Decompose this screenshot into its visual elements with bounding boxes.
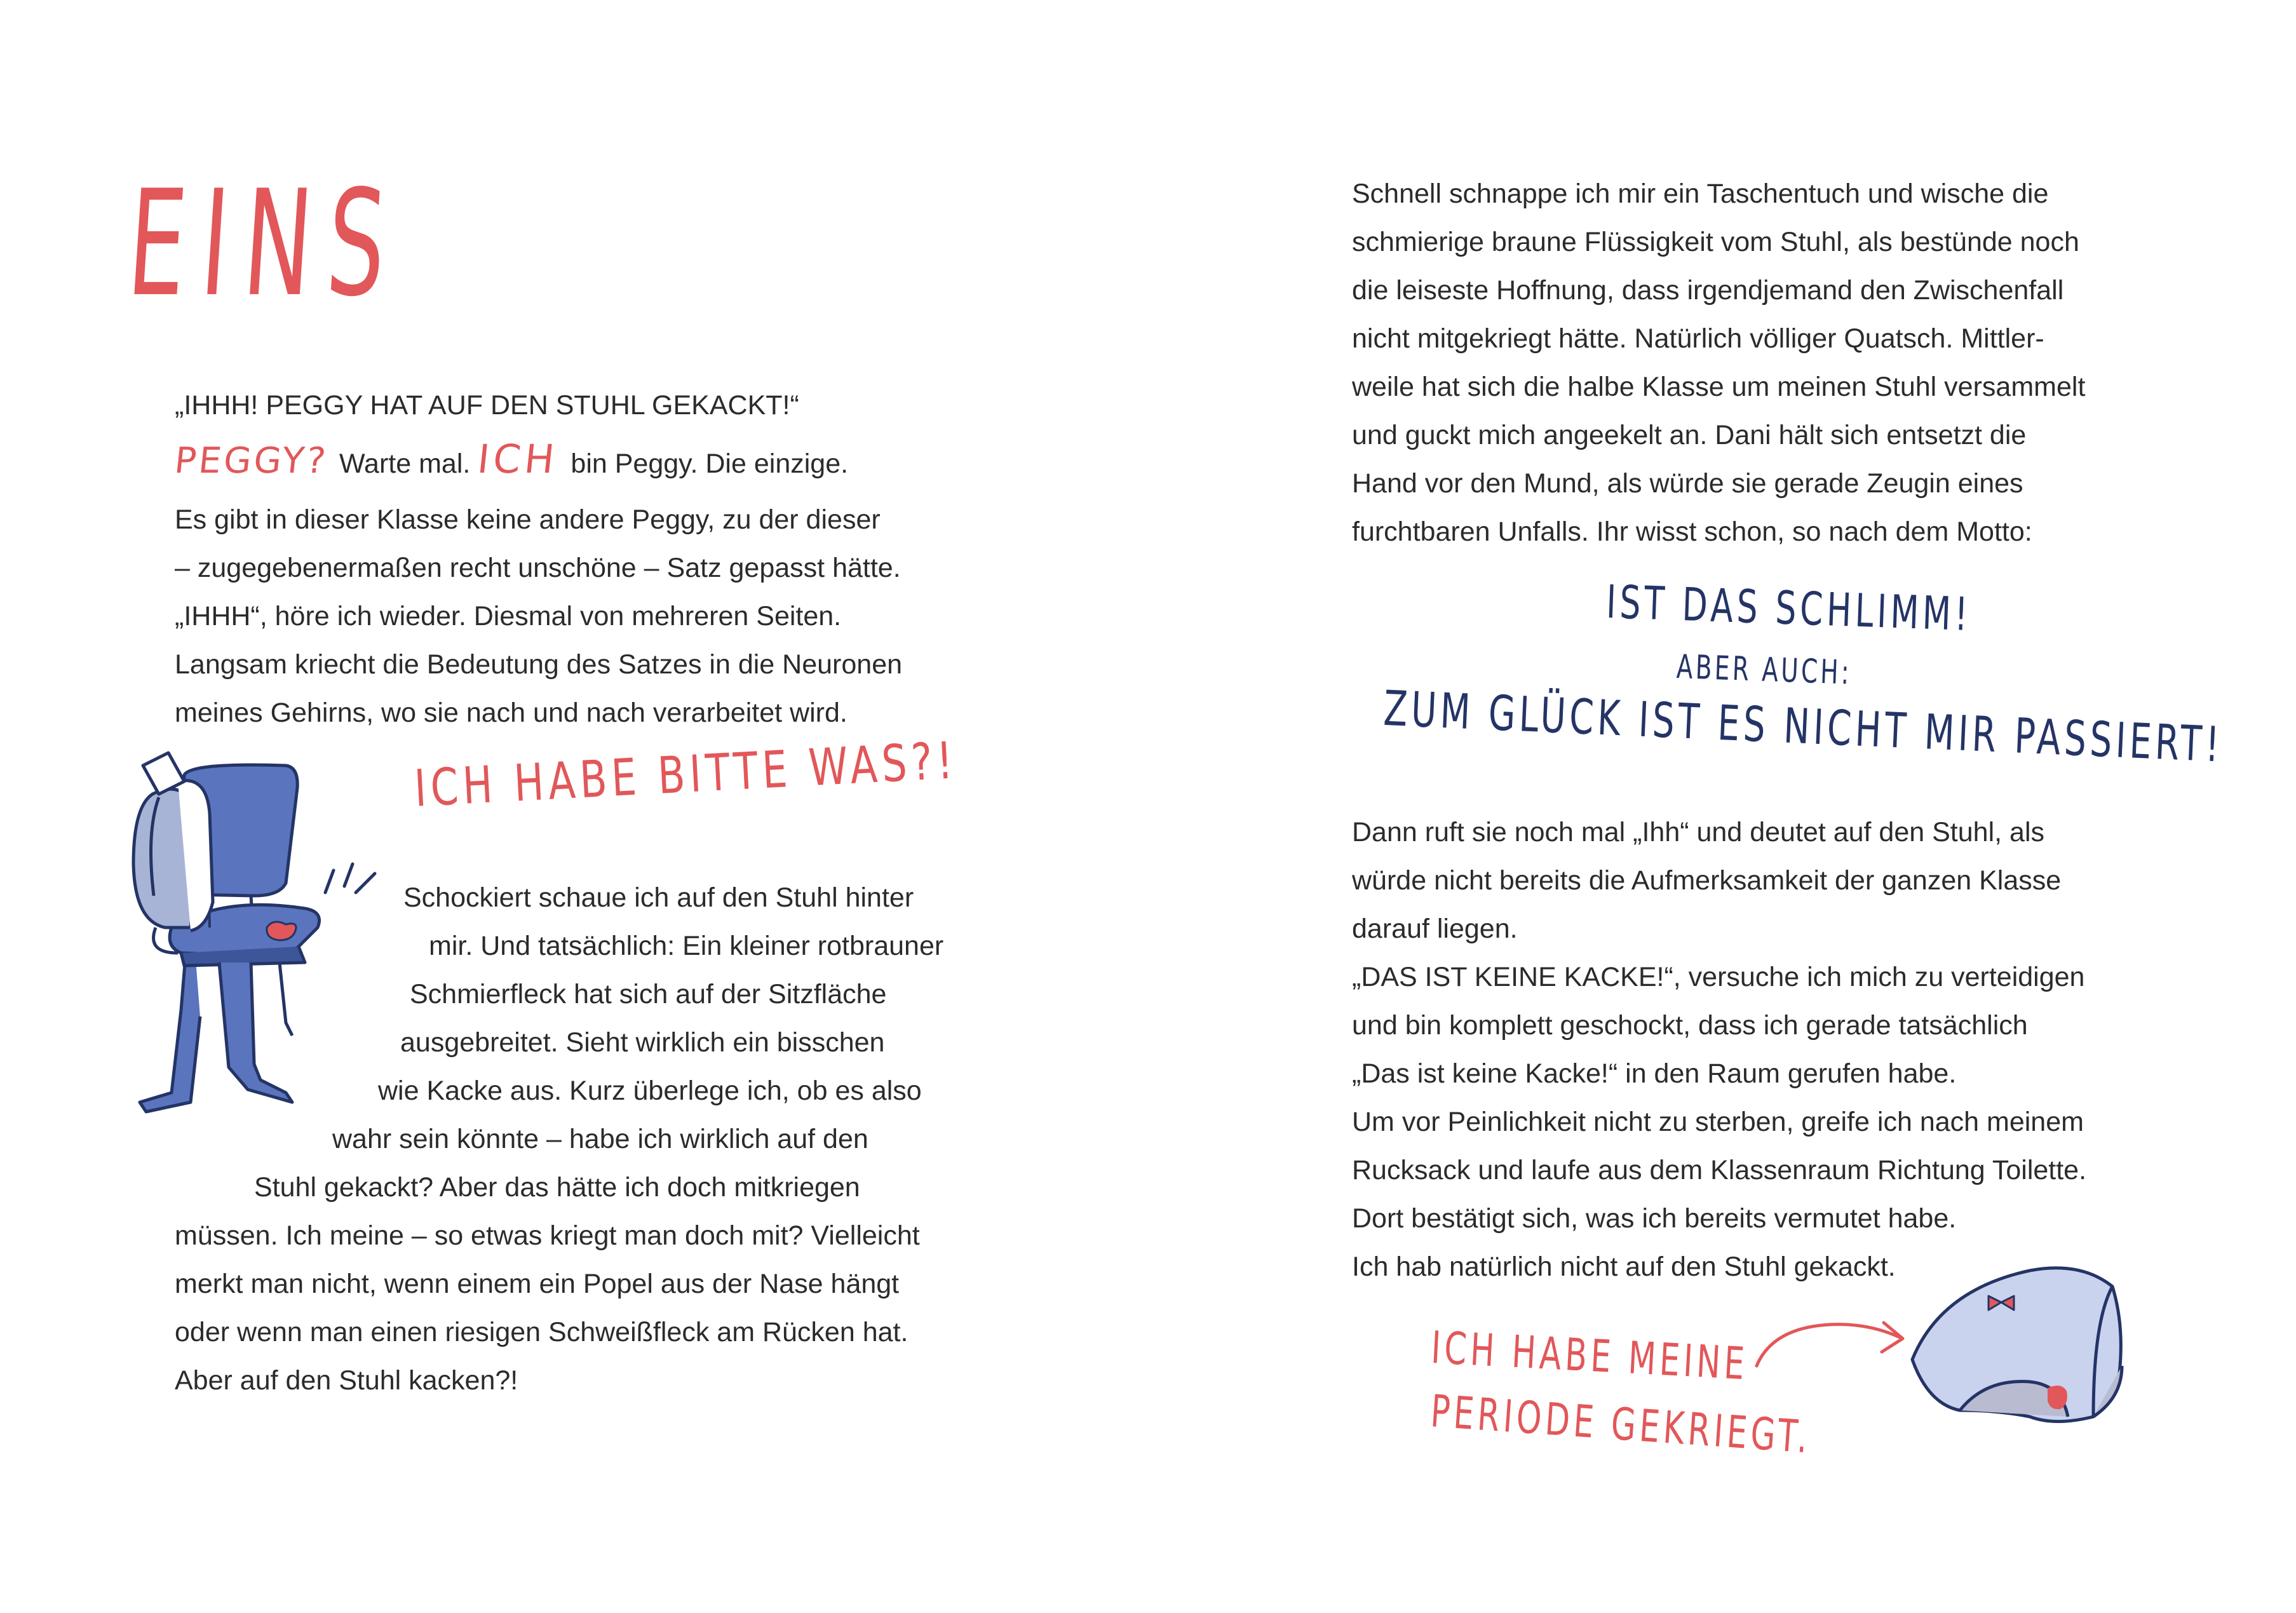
text-line: oder wenn man einen riesigen Schweißfleck am Rücken hat. xyxy=(175,1317,908,1347)
motto-line-1: IST DAS SCHLIMM! xyxy=(1605,575,1973,642)
text-line: „IHHH“, höre ich wieder. Diesmal von mehreren Seiten. xyxy=(175,601,842,631)
text-line: würde nicht bereits die Aufmerksamkeit der ganzen Klasse xyxy=(1352,865,2062,896)
text-line: meines Gehirns, wo sie nach und nach verarbeitet wird. xyxy=(175,698,847,728)
stain-mark xyxy=(2048,1386,2067,1409)
text-line: Ich hab natürlich nicht auf den Stuhl gekackt. xyxy=(1352,1252,1896,1282)
underwear-illustration xyxy=(1903,1252,2144,1442)
chapter-title: EINS xyxy=(123,159,407,329)
text-line: wie Kacke aus. Kurz überlege ich, ob es also xyxy=(378,1076,922,1106)
text-line: mir. Und tatsächlich: Ein kleiner rotbrauner xyxy=(429,931,944,961)
text-line: Rucksack und laufe aus dem Klassenraum Richtung Toilette. xyxy=(1352,1155,2087,1185)
text-line: Schockiert schaue ich auf den Stuhl hinter xyxy=(403,882,914,913)
chair-front-leg xyxy=(280,962,292,1036)
intro-peggy-line xyxy=(172,435,849,488)
text-line: Um vor Peinlichkeit nicht zu sterben, greife ich nach meinem xyxy=(1352,1107,2084,1137)
text-line: Es gibt in dieser Klasse keine andere Peggy, zu der dieser xyxy=(175,504,881,535)
text-line: und bin komplett geschockt, dass ich gerade tatsächlich xyxy=(1352,1010,2028,1041)
bin-text: bin Peggy. Die einzige. xyxy=(571,449,849,479)
text-line: darauf liegen. xyxy=(1352,914,1518,944)
text-line: Schnell schnappe ich mir ein Taschentuch und wische die xyxy=(1352,179,2049,209)
backpack-tag xyxy=(143,753,184,794)
text-line: die leiseste Hoffnung, dass irgendjemand den Zwischenfall xyxy=(1352,275,2064,306)
text-line: Dann ruft sie noch mal „Ihh“ und deutet auf den Stuhl, als xyxy=(1352,817,2044,847)
shock-lines xyxy=(325,864,375,893)
chair-illustration xyxy=(95,737,400,1144)
text-line: – zugegebenermaßen recht unschöne – Satz gepasst hätte. xyxy=(175,553,901,583)
stain-mark xyxy=(267,922,296,940)
warte-text: Warte mal. xyxy=(339,449,471,479)
motto-line-2: ABER AUCH: xyxy=(1675,648,1853,692)
text-line: Dort bestätigt sich, was ich bereits vermutet habe. xyxy=(1352,1203,1957,1234)
text-line: nicht mitgekriegt hätte. Natürlich völliger Quatsch. Mittler- xyxy=(1352,323,2044,354)
text-line: wahr sein könnte – habe ich wirklich auf den xyxy=(332,1124,868,1154)
text-line: müssen. Ich meine – so etwas kriegt man doch mit? Vielleicht xyxy=(175,1220,920,1251)
text-line: Aber auf den Stuhl kacken?! xyxy=(175,1365,518,1396)
text-line: „DAS IST KEINE KACKE!“, versuche ich mich zu verteidigen xyxy=(1352,962,2085,992)
text-line: Stuhl gekackt? Aber das hätte ich doch mitkriegen xyxy=(254,1172,860,1203)
exclamation-text: ICH HABE BITTE WAS?! xyxy=(413,731,959,818)
text-line: Langsam kriecht die Bedeutung des Satzes in die Neuronen xyxy=(175,649,903,680)
text-line: weile hat sich die halbe Klasse um meinen Stuhl versammelt xyxy=(1352,372,2086,402)
ich-hand-text: ICH xyxy=(475,436,561,482)
text-line: „Das ist keine Kacke!“ in den Raum gerufen habe. xyxy=(1352,1058,1957,1089)
arrow-icon xyxy=(1747,1309,1912,1379)
text-line: und guckt mich angeekelt an. Dani hält sich entsetzt die xyxy=(1352,420,2027,450)
text-line: schmierige braune Flüssigkeit vom Stuhl, als bestünde noch xyxy=(1352,227,2079,257)
peggy-hand-text: PEGGY? xyxy=(172,440,330,482)
period-line-2: PERIODE GEKRIEGT. xyxy=(1429,1385,1813,1464)
period-line-1: ICH HABE MEINE xyxy=(1429,1321,1750,1391)
text-line: Schmierfleck hat sich auf der Sitzfläche xyxy=(410,979,887,1009)
text-line: furchtbaren Unfalls. Ihr wisst schon, so nach dem Motto: xyxy=(1352,516,2032,547)
intro-line: „IHHH! PEGGY HAT AUF DEN STUHL GEKACKT!“ xyxy=(175,390,799,421)
text-line: ausgebreitet. Sieht wirklich ein bisschen xyxy=(400,1027,885,1058)
text-line: Hand vor den Mund, als würde sie gerade Zeugin eines xyxy=(1352,468,2023,499)
text-line: merkt man nicht, wenn einem ein Popel aus der Nase hängt xyxy=(175,1269,900,1299)
motto-line-3: ZUM GLÜCK IST ES NICHT MIR PASSIERT! xyxy=(1382,680,2224,773)
